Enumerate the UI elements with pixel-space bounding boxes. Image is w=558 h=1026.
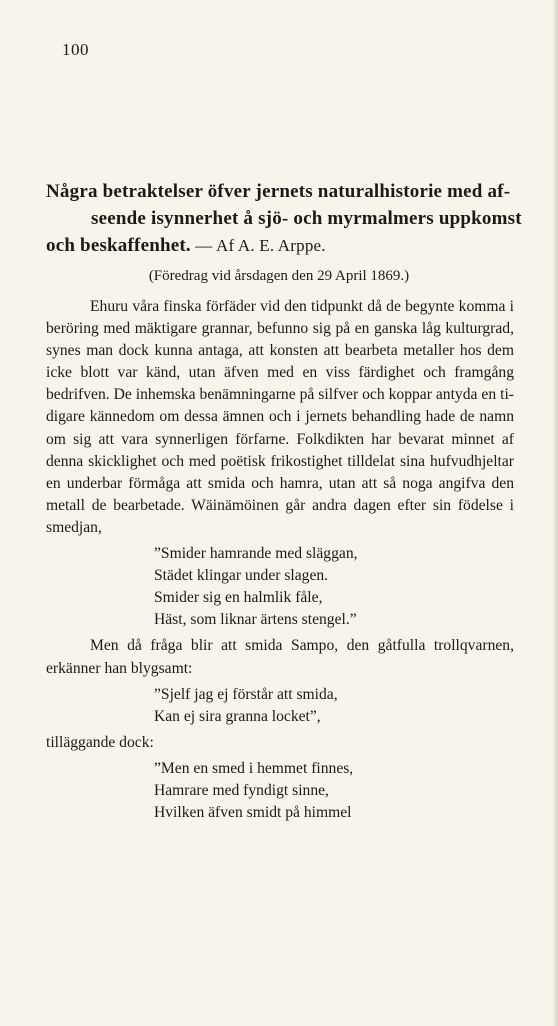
author-name: Arppe. — [277, 236, 326, 255]
paragraph-3: tilläggande dock: — [46, 733, 154, 751]
verse-line: ”Smider hamrande med släggan, — [154, 545, 358, 563]
author-prefix: — Af A. E. — [190, 236, 278, 255]
paragraph-2: Men då fråga blir att smida Sampo, den gåtfulla trollqvarnen, erkänner han blygsamt: — [46, 637, 514, 677]
verse-line: Hvilken äfven smidt på himmel — [154, 804, 352, 822]
verse-3 — [46, 758, 514, 824]
verse-line: Smider sig en halmlik fåle, — [154, 589, 323, 607]
title-line-3-bold: och beskaffenhet. — [46, 235, 191, 256]
title-line-2: seende isynnerhet å sjö- och myrmalmers uppkomst — [91, 208, 522, 229]
verse-line: Städet klingar under slagen. — [154, 567, 329, 585]
lecture-note: (Föredrag vid årsdagen den 29 April 1869.) — [148, 268, 410, 284]
verse-line: Häst, som liknar ärtens stengel.” — [154, 611, 357, 629]
verse-line: ”Men en smed i hemmet finnes, — [154, 759, 354, 777]
verse-line: Hamrare med fyndigt sinne, — [154, 781, 329, 799]
title-line-1: Några betraktelser öfver jernets naturalhistorie med af- — [46, 181, 511, 202]
page-edge-shadow — [552, 0, 558, 1026]
verse-line: Kan ej sira granna locket”, — [154, 707, 321, 725]
verse-1 — [46, 543, 514, 631]
verse-line: ”Sjelf jag ej förstår att smida, — [154, 685, 338, 703]
paragraph-1: Ehuru våra finska förfäder vid den tidpunkt då de begynte komma i beröring med mäktigare grannar, befunno sig på en ganska låg kulturgrad, synes man dock kunna antaga, att konsten att bearbeta metaller hos dem icke blott var känd, utan äfven med en viss färdighet och framgång bedrifven. De inhemska benämningarne på silfver och koppar antyda en tidigare kännedom om dessa ämnen och i jernets behandling hade de namn om sig att vara synnerligen förfarne. Folkdikten har bevarat minnet af denna skicklighet och med poëtisk frikostighet tilldelat sina hufvudhjeltar en underbar förmåga att smida och hamra, utan att så noga angifva den metall de bearbetade. Wäinämöinen går andra dagen efter sin födelse i smedjan, — [46, 298, 514, 536]
article-title — [46, 178, 522, 259]
body-text — [46, 296, 514, 828]
title-line-3 — [46, 232, 516, 259]
page-number: 100 — [62, 40, 89, 59]
verse-2 — [46, 684, 514, 728]
